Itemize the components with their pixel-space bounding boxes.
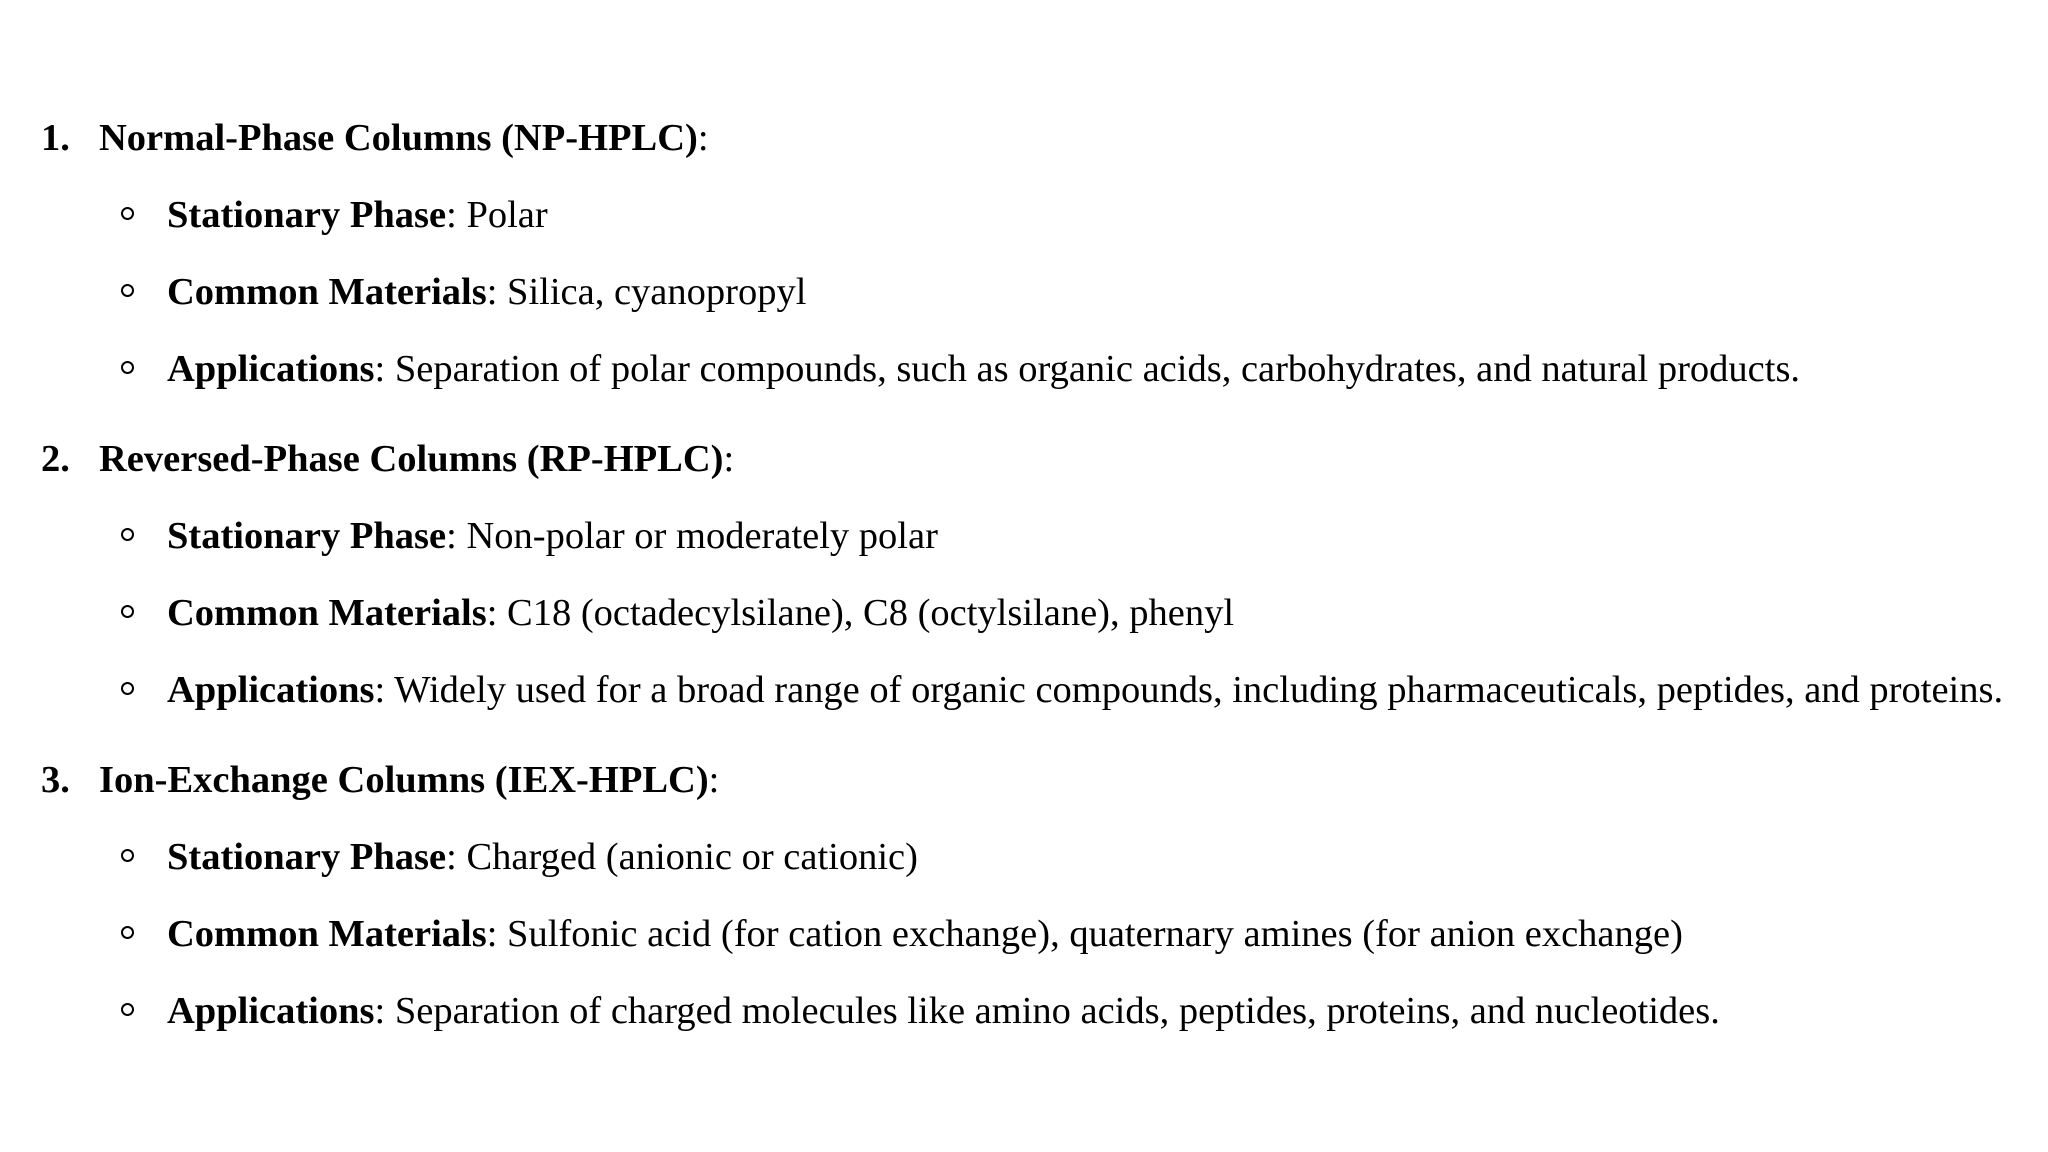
item-value: Widely used for a broad range of organic compounds, including pharmaceuticals, peptides, and proteins. bbox=[385, 669, 2004, 711]
item-separator: : bbox=[446, 194, 457, 236]
hollow-circle-bullet-icon bbox=[121, 361, 134, 374]
item-value: Polar bbox=[456, 194, 548, 236]
item-value: C18 (octadecylsilane), C8 (octylsilane), phenyl bbox=[497, 592, 1235, 634]
item-separator: : bbox=[486, 271, 498, 313]
item-label: Applications bbox=[167, 669, 375, 711]
item-value: Separation of polar compounds, such as organic acids, carbohydrates, and natural products. bbox=[385, 348, 1801, 390]
hollow-circle-bullet-icon bbox=[121, 926, 134, 939]
item-separator: : bbox=[374, 669, 386, 711]
list-item-text bbox=[167, 189, 548, 241]
item-label: Common Materials bbox=[167, 271, 487, 313]
item-value: Charged (anionic or cationic) bbox=[456, 836, 918, 878]
list-item-text bbox=[167, 908, 1683, 960]
item-value: Non-polar or moderately polar bbox=[456, 515, 938, 557]
list-item bbox=[0, 343, 2048, 395]
hollow-circle-bullet-icon bbox=[121, 528, 134, 541]
title-colon: : bbox=[697, 117, 709, 159]
list-item-text bbox=[167, 664, 2003, 716]
item-separator: : bbox=[446, 515, 457, 557]
title-colon: : bbox=[708, 759, 720, 801]
section-title-line bbox=[99, 754, 719, 806]
item-label: Stationary Phase bbox=[167, 836, 447, 878]
section-title-line bbox=[99, 433, 734, 485]
list-item bbox=[0, 985, 2048, 1037]
section-title: Ion-Exchange Columns (IEX-HPLC) bbox=[99, 759, 709, 801]
item-separator: : bbox=[374, 990, 386, 1032]
section-title-line bbox=[99, 112, 709, 164]
item-separator: : bbox=[486, 592, 498, 634]
list-item bbox=[0, 266, 2048, 318]
hollow-circle-bullet-icon bbox=[121, 849, 134, 862]
list-item bbox=[0, 510, 2048, 562]
title-colon: : bbox=[723, 438, 735, 480]
list-item-text bbox=[167, 985, 1720, 1037]
list-number: 3. bbox=[41, 759, 70, 801]
list-item-text bbox=[167, 343, 1800, 395]
item-separator: : bbox=[486, 913, 498, 955]
item-label: Common Materials bbox=[167, 592, 487, 634]
hollow-circle-bullet-icon bbox=[121, 605, 134, 618]
list-item-text bbox=[167, 587, 1234, 639]
item-label: Stationary Phase bbox=[167, 194, 447, 236]
item-label: Common Materials bbox=[167, 913, 487, 955]
list-item bbox=[0, 587, 2048, 639]
item-value: Silica, cyanopropyl bbox=[497, 271, 807, 313]
section-heading bbox=[0, 112, 2048, 164]
list-item-text bbox=[167, 831, 918, 883]
hollow-circle-bullet-icon bbox=[121, 207, 134, 220]
list-item bbox=[0, 189, 2048, 241]
item-label: Stationary Phase bbox=[167, 515, 447, 557]
item-value: Separation of charged molecules like amino acids, peptides, proteins, and nucleotides. bbox=[385, 990, 1720, 1032]
list-item-text bbox=[167, 510, 938, 562]
list-item-text bbox=[167, 266, 806, 318]
hollow-circle-bullet-icon bbox=[121, 284, 134, 297]
section-heading bbox=[0, 754, 2048, 806]
hollow-circle-bullet-icon bbox=[121, 682, 134, 695]
item-separator: : bbox=[446, 836, 457, 878]
section-title: Reversed-Phase Columns (RP-HPLC) bbox=[99, 438, 724, 480]
item-value: Sulfonic acid (for cation exchange), quaternary amines (for anion exchange) bbox=[497, 913, 1683, 955]
section-title: Normal-Phase Columns (NP-HPLC) bbox=[99, 117, 698, 159]
item-label: Applications bbox=[167, 990, 375, 1032]
item-separator: : bbox=[374, 348, 386, 390]
list-number: 2. bbox=[41, 438, 70, 480]
list-item bbox=[0, 831, 2048, 883]
hollow-circle-bullet-icon bbox=[121, 1003, 134, 1016]
item-label: Applications bbox=[167, 348, 375, 390]
list-item bbox=[0, 664, 2048, 716]
section-heading bbox=[0, 433, 2048, 485]
list-item bbox=[0, 908, 2048, 960]
list-number: 1. bbox=[41, 117, 70, 159]
